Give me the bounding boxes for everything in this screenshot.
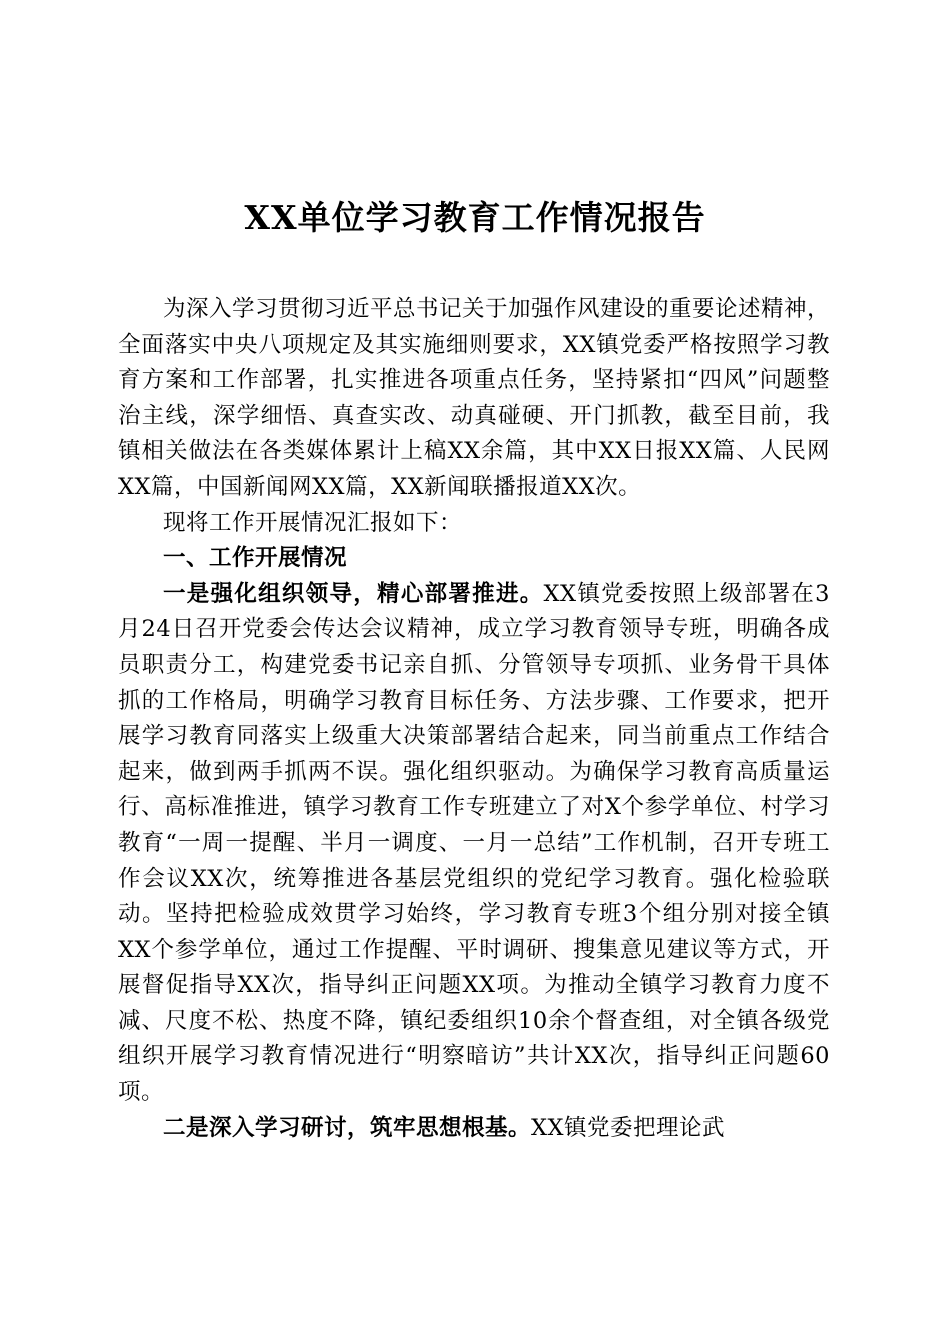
document-title: XX单位学习教育工作情况报告	[244, 198, 706, 237]
item-1-paragraph	[118, 577, 830, 1111]
item-2-lead: 二是深入学习研讨，筑牢思想根基。	[163, 1114, 532, 1141]
document-body	[118, 292, 830, 1146]
item-1-text: XX镇党委按照上级部署在3月24日召开党委会传达会议精神，成立学习教育领导专班，明确各成员职责分工，构建党委书记亲自抓、分管领导专项抓、业务骨干具体抓的工作格局，明确学习教育目标任务、方法步骤、工作要求，把开展学习教育同落实上级重大决策部署结合起来，同当前重点工作结合起来，做到两手抓两不误。强化组织驱动。为确保学习教育高质量运行、高标准推进，镇学习教育工作专班建立了对X个参学单位、村学习教育“一周一提醒、半月一调度、一月一总结”工作机制，召开专班工作会议XX次，统筹推进各基层党组织的党纪学习教育。强化检验联动。坚持把检验成效贯学习始终，学习教育专班3个组分别对接全镇XX个参学单位，通过工作提醒、平时调研、搜集意见建议等方式，开展督促指导XX次，指导纠正问题XX项。为推动全镇学习教育力度不减、尺度不松、热度不降，镇纪委组织10余个督查组，对全镇各级党组织开展学习教育情况进行“明察暗访”共计XX次，指导纠正问题60项。	[118, 580, 830, 1106]
item-2-text: XX镇党委把理论武	[531, 1114, 726, 1141]
intro-paragraph: 为深入学习贯彻习近平总书记关于加强作风建设的重要论述精神，全面落实中央八项规定及其实施细则要求，XX镇党委严格按照学习教育方案和工作部署，扎实推进各项重点任务，坚持紧扣“四风”问题整治主线，深学细悟、真查实改、动真碰硬、开门抓教，截至目前，我镇相关做法在各类媒体累计上稿XX余篇，其中XX日报XX篇、人民网XX篇，中国新闻网XX篇，XX新闻联播报道XX次。	[118, 296, 831, 500]
item-2-paragraph	[118, 1111, 830, 1147]
item-1-lead: 一是强化组织领导，精心部署推进。	[163, 580, 544, 607]
section-heading: 一、工作开展情况	[163, 545, 348, 572]
transition-paragraph: 现将工作开展情况汇报如下：	[163, 509, 463, 536]
